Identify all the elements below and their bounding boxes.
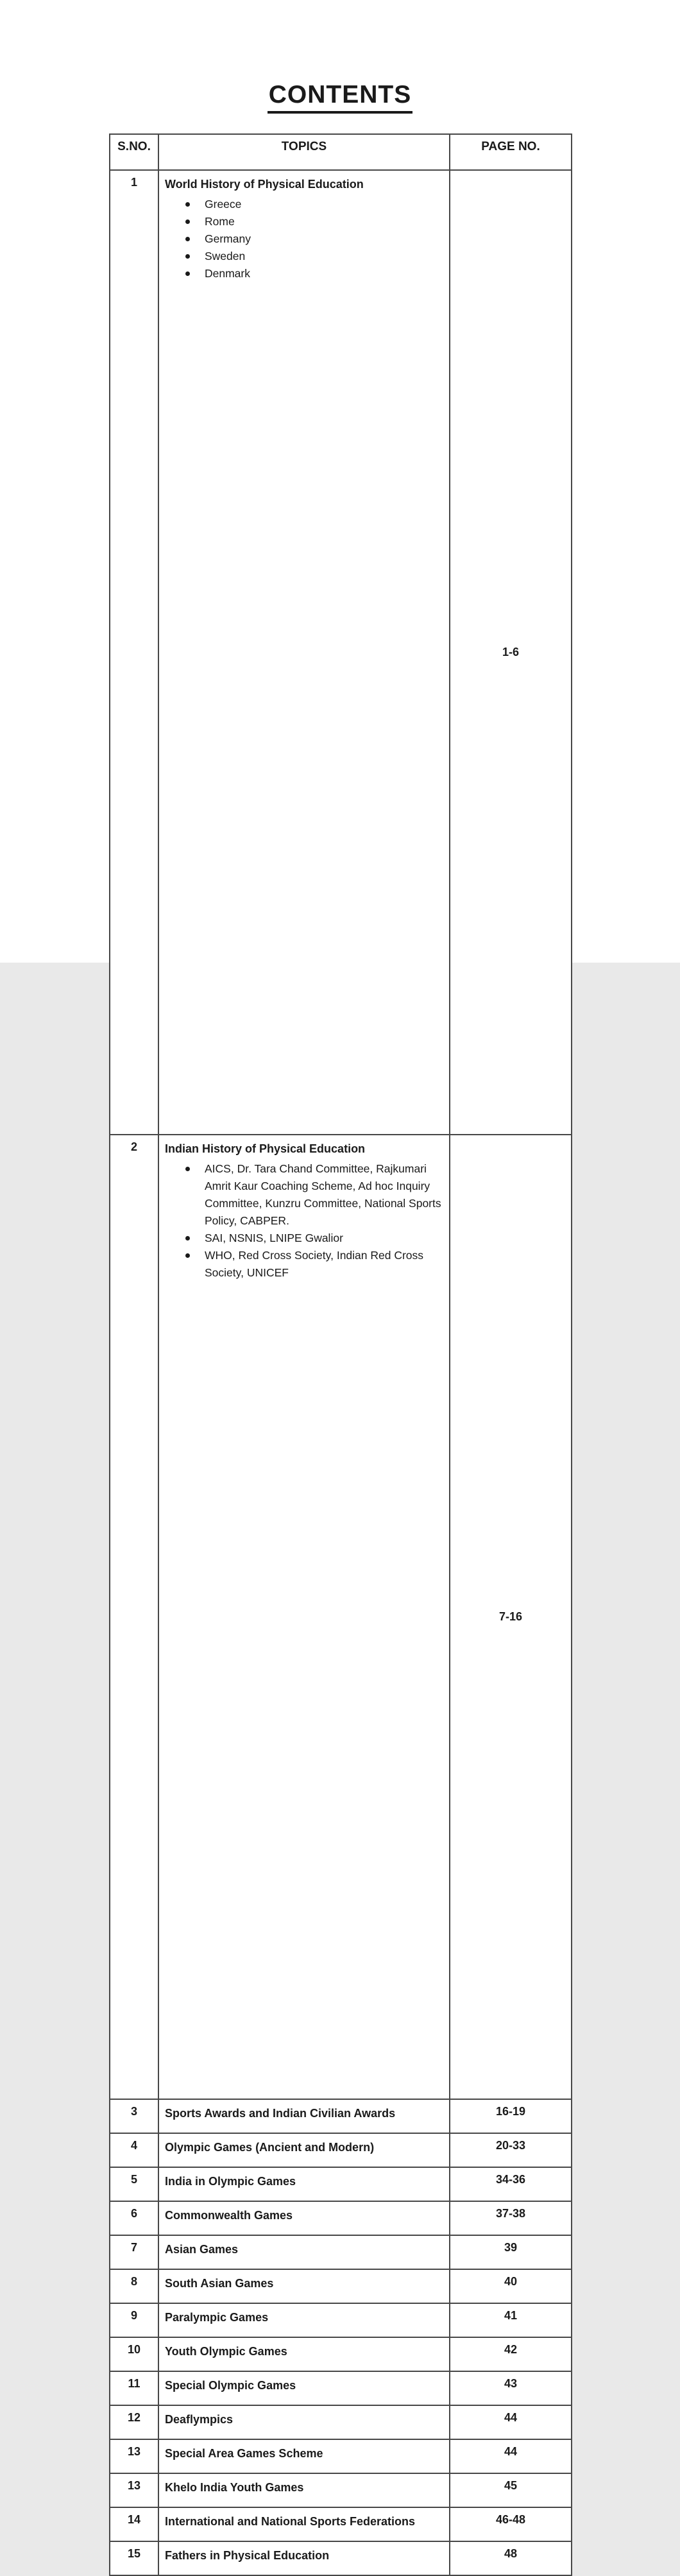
- page-number-cell: 39: [450, 2235, 572, 2269]
- topic-cell: [158, 2201, 450, 2235]
- topic-title: International and National Sports Federations: [165, 2515, 416, 2528]
- page-number-cell: 20-33: [450, 2133, 572, 2167]
- topic-title: Olympic Games (Ancient and Modern): [165, 2141, 375, 2154]
- bullet-text: WHO, Red Cross Society, Indian Red Cross Society, UNICEF: [205, 1249, 424, 1279]
- topic-cell: [158, 2337, 450, 2371]
- topic-bullet-item: [165, 1247, 444, 1282]
- serial-number-cell: 10: [110, 2337, 158, 2371]
- bullet-dot-icon: [185, 202, 190, 207]
- topic-cell: [158, 2167, 450, 2201]
- topic-bullet-item: [165, 1230, 444, 1247]
- bullet-dot-icon: [185, 1167, 190, 1171]
- topic-bullet-list: [165, 1160, 444, 1282]
- table-row: [110, 2303, 572, 2337]
- table-row: [110, 170, 572, 1135]
- bullet-dot-icon: [185, 1236, 190, 1241]
- page-number-cell: 37-38: [450, 2201, 572, 2235]
- topic-cell: [158, 2133, 450, 2167]
- bullet-dot-icon: [185, 254, 190, 259]
- topic-title: World History of Physical Education: [165, 178, 364, 191]
- topic-cell: [158, 2269, 450, 2303]
- topic-bullet-item: [165, 230, 444, 248]
- serial-number-cell: 15: [110, 2541, 158, 2575]
- bullet-text: Greece: [205, 198, 242, 210]
- serial-number-cell: 5: [110, 2167, 158, 2201]
- topic-title: Youth Olympic Games: [165, 2345, 287, 2358]
- bullet-text: Denmark: [205, 267, 250, 280]
- topic-cell: [158, 2235, 450, 2269]
- page-title: [0, 81, 680, 114]
- table-row: [110, 2541, 572, 2575]
- topic-cell: [158, 170, 450, 1135]
- topic-title: South Asian Games: [165, 2277, 274, 2290]
- topic-title: Special Area Games Scheme: [165, 2447, 323, 2460]
- topic-cell: [158, 2473, 450, 2507]
- header-page: PAGE NO.: [450, 134, 572, 170]
- table-body: [110, 170, 572, 2575]
- page-number-cell: 1-6: [450, 170, 572, 1135]
- page-number-cell: 44: [450, 2405, 572, 2439]
- table-row: [110, 2133, 572, 2167]
- table-row: [110, 2167, 572, 2201]
- serial-number-cell: 4: [110, 2133, 158, 2167]
- serial-number-cell: 14: [110, 2507, 158, 2541]
- page-number-cell: 44: [450, 2439, 572, 2473]
- topic-cell: [158, 2439, 450, 2473]
- serial-number-cell: 1: [110, 170, 158, 1135]
- table-row: [110, 2507, 572, 2541]
- topic-title: Deaflympics: [165, 2413, 234, 2426]
- topic-cell: [158, 2099, 450, 2133]
- table-row: [110, 2473, 572, 2507]
- topic-cell: [158, 2303, 450, 2337]
- page-number-cell: 42: [450, 2337, 572, 2371]
- topic-cell: [158, 1135, 450, 2099]
- page-number-cell: 46-48: [450, 2507, 572, 2541]
- topic-cell: [158, 2541, 450, 2575]
- serial-number-cell: 8: [110, 2269, 158, 2303]
- table-row: [110, 2099, 572, 2133]
- topic-bullet-item: [165, 196, 444, 213]
- page-title-text: CONTENTS: [268, 81, 413, 114]
- serial-number-cell: 12: [110, 2405, 158, 2439]
- page-number-cell: 48: [450, 2541, 572, 2575]
- page-number-cell: 40: [450, 2269, 572, 2303]
- bullet-text: Germany: [205, 232, 251, 245]
- header-sno: S.NO.: [110, 134, 158, 170]
- topic-bullet-item: [165, 1160, 444, 1230]
- topic-title: Fathers in Physical Education: [165, 2549, 330, 2562]
- page-number-cell: 41: [450, 2303, 572, 2337]
- table-row: [110, 2269, 572, 2303]
- table-row: [110, 2439, 572, 2473]
- topic-title: India in Olympic Games: [165, 2175, 296, 2188]
- bullet-dot-icon: [185, 271, 190, 276]
- topic-title: Sports Awards and Indian Civilian Awards: [165, 2107, 396, 2120]
- page-number-cell: 34-36: [450, 2167, 572, 2201]
- table-header-row: [110, 134, 572, 170]
- page-number-cell: 45: [450, 2473, 572, 2507]
- topic-cell: [158, 2405, 450, 2439]
- topic-bullet-item: [165, 265, 444, 282]
- serial-number-cell: 13: [110, 2439, 158, 2473]
- table-row: [110, 2405, 572, 2439]
- topic-title: Khelo India Youth Games: [165, 2481, 304, 2494]
- table-row: [110, 2337, 572, 2371]
- bullet-dot-icon: [185, 219, 190, 224]
- serial-number-cell: 9: [110, 2303, 158, 2337]
- serial-number-cell: 13: [110, 2473, 158, 2507]
- topic-title: Paralympic Games: [165, 2311, 269, 2324]
- bullet-text: Sweden: [205, 250, 246, 262]
- bullet-text: AICS, Dr. Tara Chand Committee, Rajkumari Amrit Kaur Coaching Scheme, Ad hoc Inquiry Committee, Kunzru Committee, National Sports Policy, CABPER.: [205, 1162, 441, 1227]
- topic-bullet-item: [165, 213, 444, 230]
- page-number-cell: 43: [450, 2371, 572, 2405]
- serial-number-cell: 2: [110, 1135, 158, 2099]
- topic-bullet-list: [165, 196, 444, 282]
- bullet-text: SAI, NSNIS, LNIPE Gwalior: [205, 1232, 343, 1244]
- topic-cell: [158, 2371, 450, 2405]
- topic-title: Asian Games: [165, 2243, 239, 2256]
- topic-bullet-item: [165, 248, 444, 265]
- serial-number-cell: 11: [110, 2371, 158, 2405]
- table-row: [110, 2235, 572, 2269]
- bullet-dot-icon: [185, 1253, 190, 1258]
- table-row: [110, 2201, 572, 2235]
- topic-title: Commonwealth Games: [165, 2209, 293, 2222]
- bullet-text: Rome: [205, 215, 235, 228]
- serial-number-cell: 7: [110, 2235, 158, 2269]
- table-row: [110, 2371, 572, 2405]
- contents-table: [109, 133, 572, 2576]
- page-number-cell: 7-16: [450, 1135, 572, 2099]
- topic-title: Indian History of Physical Education: [165, 1142, 366, 1155]
- serial-number-cell: 6: [110, 2201, 158, 2235]
- bullet-dot-icon: [185, 237, 190, 241]
- table-row: [110, 1135, 572, 2099]
- topic-title: Special Olympic Games: [165, 2379, 296, 2392]
- topic-cell: [158, 2507, 450, 2541]
- header-topics: TOPICS: [158, 134, 450, 170]
- serial-number-cell: 3: [110, 2099, 158, 2133]
- page-number-cell: 16-19: [450, 2099, 572, 2133]
